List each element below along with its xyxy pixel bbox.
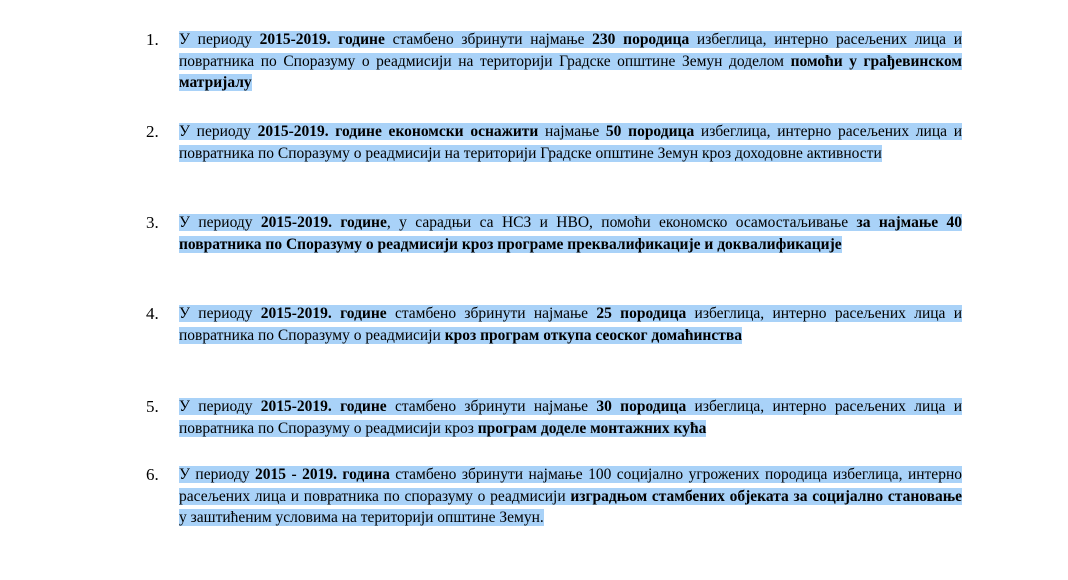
highlighted-text: У периоду 2015 - 2019. година стамбено збринути најмање 100 социјално угрожених породица избеглица, интерно расељених лица и повратника по споразуму о реадмисији изградњом стамбених објеката за социјално становање у заштићеним условима на територији општине Земун.: [179, 466, 962, 526]
highlighted-text: У периоду 2015-2019. године економски оснажити најмање 50 породица избеглица, интерно расељених лица и повратника по Споразуму о реадмисији на територији Градске општине Земун кроз доходовне активности: [179, 123, 962, 162]
item-number: 6.: [146, 465, 159, 484]
item-number: 4.: [146, 304, 159, 323]
item-number: 2.: [146, 122, 159, 141]
item-text: [179, 396, 962, 439]
highlighted-text: У периоду 2015-2019. године стамбено збринути најмање 30 породица избеглица, интерно расељених лица и повратника по Споразуму о реадмисији кроз програм доделе монтажних кућа: [179, 398, 963, 437]
item-text: [179, 121, 962, 164]
highlighted-text: У периоду 2015-2019. године стамбено збринути најмање 25 породица избеглица, интерно расељених лица и повратника по Споразуму о реадмисији кроз програм откупа сеоског домаћинства: [179, 305, 963, 344]
item-text: [179, 303, 962, 346]
item-number: 3.: [146, 213, 159, 232]
item-number: 1.: [146, 30, 159, 49]
highlighted-text: У периоду 2015-2019. године, у сарадњи са НСЗ и НВО, помоћи економско осамостаљивање за најмање 40 повратника по Споразуму о реадмисији кроз програме преквалификације и доквалификације: [179, 214, 963, 253]
item-number: 5.: [146, 397, 159, 416]
highlighted-text: У периоду 2015-2019. године стамбено збринути најмање 230 породица избеглица, интерно расељених лица и повратника по Споразуму о реадмисији на територији Градске општине Земун доделом помоћи у грађевинском матријалу: [179, 31, 962, 91]
item-text: [179, 29, 962, 94]
item-text: [179, 464, 962, 529]
item-text: [179, 212, 962, 255]
